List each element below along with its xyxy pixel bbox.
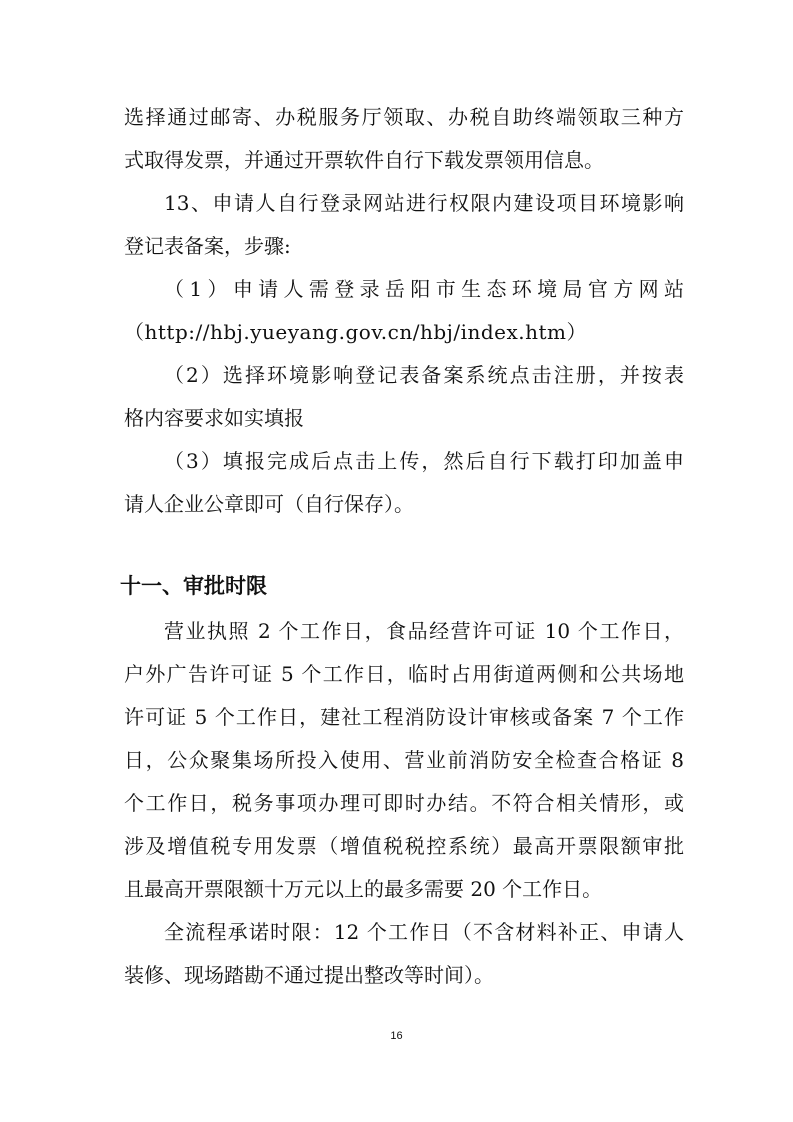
page-number: 16 — [390, 1030, 403, 1042]
paragraph-line: （1）申请人需登录岳阳市生态环境局官方网站 — [164, 277, 684, 301]
paragraph-line: 日，公众聚集场所投入使用、营业前消防安全检查合格证 8 — [124, 748, 684, 772]
paragraph-line: 式取得发票，并通过开票软件自行下载发票领用信息。 — [124, 148, 604, 172]
paragraph-line: 全流程承诺时限：12 个工作日（不含材料补正、申请人 — [164, 920, 684, 944]
paragraph-line: 个工作日，税务事项办理可即时办结。不符合相关情形，或 — [124, 791, 684, 815]
paragraph-line: 且最高开票限额十万元以上的最多需要 20 个工作日。 — [124, 877, 603, 901]
paragraph-line: 许可证 5 个工作日，建社工程消防设计审核或备案 7 个工作 — [124, 705, 684, 729]
section-heading: 十一、审批时限 — [120, 574, 267, 598]
paragraph-line: 涉及增值税专用发票（增值税税控系统）最高开票限额审批 — [124, 834, 684, 858]
paragraph-line: 请人企业公章即可（自行保存）。 — [124, 492, 414, 516]
paragraph-line: 营业执照 2 个工作日，食品经营许可证 10 个工作日， — [164, 619, 684, 643]
paragraph-line: （3）填报完成后点击上传，然后自行下载打印加盖申 — [164, 449, 684, 473]
paragraph-line: 格内容要求如实填报 — [124, 406, 304, 430]
url-line: （http://hbj.yueyang.gov.cn/hbj/index.htm） — [124, 320, 587, 344]
paragraph-line: 登记表备案，步骤: — [124, 234, 291, 258]
paragraph-line: （2）选择环境影响登记表备案系统点击注册，并按表 — [164, 363, 684, 387]
paragraph-line: 装修、现场踏勘不通过提出整改等时间）。 — [124, 963, 494, 987]
paragraph-line: 户外广告许可证 5 个工作日，临时占用街道两侧和公共场地 — [124, 662, 684, 686]
paragraph-line: 13、申请人自行登录网站进行权限内建设项目环境影响 — [164, 191, 684, 215]
paragraph-line: 选择通过邮寄、办税服务厅领取、办税自助终端领取三种方 — [124, 105, 684, 129]
